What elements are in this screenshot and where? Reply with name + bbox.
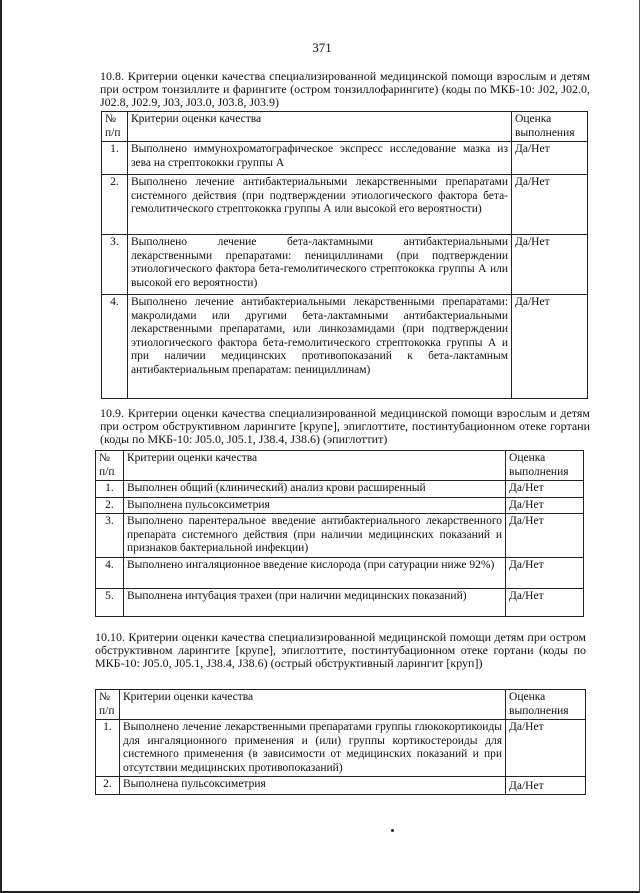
column-header-grade: Оценка выполнения xyxy=(506,690,586,720)
table-row xyxy=(102,175,588,235)
row-criteria: Выполнено лечение лекарственными препаратами группы глюкокортикоиды для ингаляционного применения и (или) группы кортикостероиды для системного применения (в зависимости от медицинских показаний и при отсутствии медицинских противопоказаний) xyxy=(119,720,505,777)
table-row xyxy=(102,295,588,399)
row-number: 2. xyxy=(96,777,120,795)
row-criteria: Выполнено парентеральное введение антибактериального лекарственного препарата системного действия (при наличии медицинских показаний и признаков бактериальной инфекции) xyxy=(123,514,505,558)
table-row xyxy=(96,589,584,617)
row-grade: Да/Нет xyxy=(506,777,586,795)
row-number: 4. xyxy=(96,558,124,589)
table-row xyxy=(96,514,584,558)
column-header-number: № п/п xyxy=(96,451,124,481)
section-heading-10-10: 10.10. Критерии оценки качества специализированной медицинской помощи детям при остром обструктивном ларингите [крупе], эпиглоттите, постинтубационном отеке гортани (коды по МКБ-10: J05.0, J05.1, J38.4, J38.6) (острый обструктивный ларингит [круп]) xyxy=(95,630,586,670)
page-number: 371 xyxy=(312,40,332,55)
criteria-table-10-9 xyxy=(95,450,584,617)
row-criteria: Выполнено лечение антибактериальными лекарственными препаратами: макролидами или другими бета-лактамными антибактериальными лекарственными препаратами, или линкозамидами (при подтверждении этиологического фактора бета-гемолитического стрептококка группы А и при наличии медицинских противопоказаний к бета-лактамным антибактериальным препаратам: пенициллинам) xyxy=(127,295,511,399)
criteria-table-10-8 xyxy=(101,111,588,399)
table-header-row xyxy=(102,112,588,142)
row-grade: Да/Нет xyxy=(512,142,588,175)
row-grade: Да/Нет xyxy=(506,481,584,498)
section-heading-10-9: 10.9. Критерии оценки качества специализированной медицинской помощи взрослым и детям при остром обструктивном ларингите [крупе], эпиглоттите, постинтубационном отеке гортани (коды по МКБ-10: J05.0, J05.1, J38.4, J38.6) (эпиглоттит) xyxy=(100,406,590,446)
row-number: 3. xyxy=(96,514,124,558)
table-row xyxy=(96,481,584,498)
column-header-grade: Оценка выполнения xyxy=(506,451,584,481)
row-number: 1. xyxy=(102,142,128,175)
row-grade: Да/Нет xyxy=(512,175,588,235)
criteria-table-10-10 xyxy=(95,689,586,795)
row-number: 2. xyxy=(96,497,124,514)
row-number: 3. xyxy=(102,235,128,295)
column-header-criteria: Критерии оценки качества xyxy=(123,451,505,481)
row-criteria: Выполнено ингаляционное введение кислорода (при сатурации ниже 92%) xyxy=(123,558,505,589)
table-row xyxy=(96,777,586,795)
column-header-number: № п/п xyxy=(102,112,128,142)
column-header-number: № п/п xyxy=(96,690,120,720)
row-grade: Да/Нет xyxy=(512,295,588,399)
row-grade: Да/Нет xyxy=(506,514,584,558)
row-criteria: Выполнено иммунохроматографическое экспресс исследование мазка из зева на стрептококки группы А xyxy=(127,142,511,175)
table-row xyxy=(96,558,584,589)
row-criteria: Выполнена пульсоксиметрия xyxy=(119,777,505,795)
table-row xyxy=(102,235,588,295)
row-number: 4. xyxy=(102,295,128,399)
table-header-row xyxy=(96,690,586,720)
row-number: 2. xyxy=(102,175,128,235)
row-criteria: Выполнен общий (клинический) анализ крови расширенный xyxy=(123,481,505,498)
row-number: 1. xyxy=(96,720,120,777)
row-criteria: Выполнено лечение антибактериальными лекарственными препаратами системного действия (при подтверждении этиологического фактора бета-гемолитического стрептококка группы А или высокой его вероятности) xyxy=(127,175,511,235)
row-criteria: Выполнена пульсоксиметрия xyxy=(123,497,505,514)
table-row xyxy=(96,720,586,777)
row-criteria: Выполнена интубация трахеи (при наличии медицинских показаний) xyxy=(123,589,505,617)
row-grade: Да/Нет xyxy=(506,558,584,589)
row-criteria: Выполнено лечение бета-лактамными антибактериальными лекарственными препаратами: пенициллинами (при подтверждении этиологического фактора бета-гемолитического стрептококка группы А или высокой его вероятности) xyxy=(127,235,511,295)
row-grade: Да/Нет xyxy=(506,589,584,617)
row-number: 5. xyxy=(96,589,124,617)
table-row xyxy=(96,497,584,514)
scan-speck xyxy=(391,829,394,832)
table-header-row xyxy=(96,451,584,481)
row-number: 1. xyxy=(96,481,124,498)
column-header-grade: Оценка выполнения xyxy=(512,112,588,142)
row-grade: Да/Нет xyxy=(512,235,588,295)
section-heading-10-8: 10.8. Критерии оценки качества специализированной медицинской помощи взрослым и детям при остром тонзиллите и фарингите (остром тонзиллофарингите) (коды по МКБ-10: J02, J02.0, J02.8, J02.9, J03, J03.0, J03.8, J03.9) xyxy=(100,69,590,109)
column-header-criteria: Критерии оценки качества xyxy=(119,690,505,720)
row-grade: Да/Нет xyxy=(506,720,586,777)
row-grade: Да/Нет xyxy=(506,497,584,514)
table-row xyxy=(102,142,588,175)
column-header-criteria: Критерии оценки качества xyxy=(127,112,511,142)
